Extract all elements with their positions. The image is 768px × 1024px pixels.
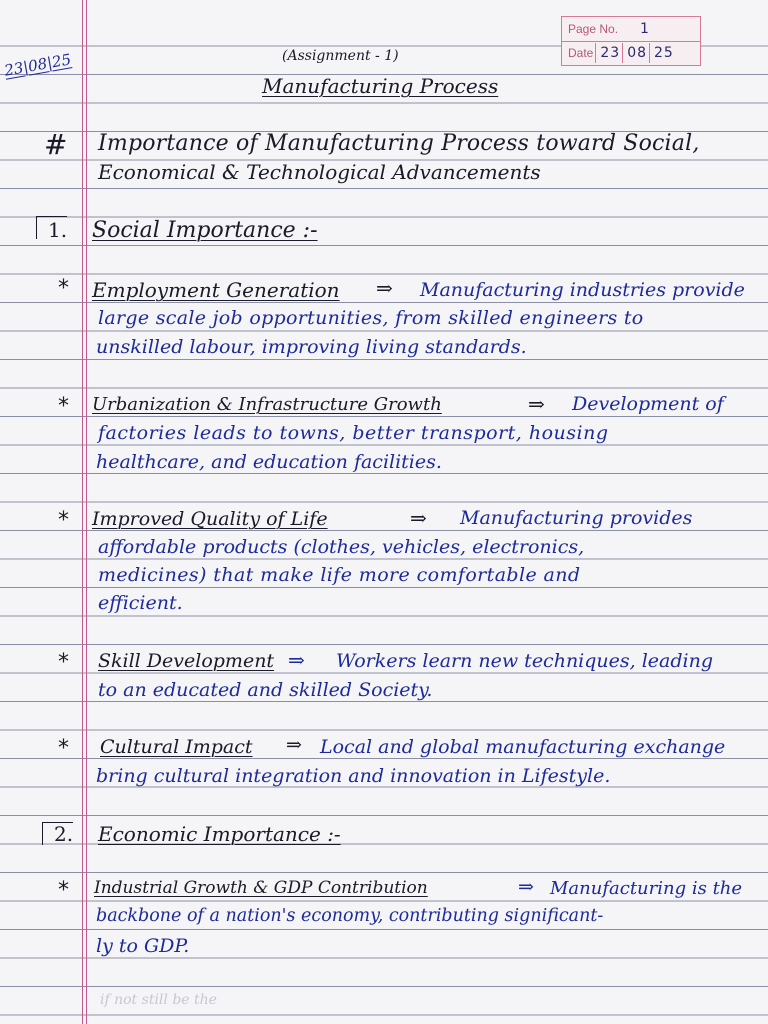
point-text-line: medicines) that make life more comfortable and [98,564,581,586]
point-term: Improved Quality of Life [92,508,328,530]
arrow: ⇒ [410,506,427,530]
point-text-line: Manufacturing industries provide [420,279,745,301]
point-term: Urbanization & Infrastructure Growth [92,394,442,415]
bleed-through-text: if not still be the [100,992,217,1008]
point-term: Industrial Growth & GDP Contribution [94,878,428,898]
page-no-label: Page No. [568,22,619,36]
margin-date: 23|08|25 [2,50,73,80]
page-date-box [561,16,701,66]
point-text-line: Manufacturing is the [550,878,743,899]
point-text-line: Local and global manufacturing exchange [320,736,726,758]
section-number: 1. [48,218,68,242]
point-term: Employment Generation [92,278,340,302]
point-text-line: affordable products (clothes, vehicles, electronics, [98,536,585,558]
bullet-star: * [58,736,69,761]
point-text-line: backbone of a nation's economy, contributing significant- [96,906,604,926]
page-title: Manufacturing Process [262,74,499,98]
bullet-star: * [58,508,69,533]
assignment-label: (Assignment - 1) [282,48,399,64]
arrow: ⇒ [528,392,545,416]
bullet-star: * [58,650,69,675]
arrow: ⇒ [376,276,393,300]
heading-line-2: Economical & Technological Advancements [98,160,541,184]
bullet-star: * [58,878,69,903]
point-text-line: factories leads to towns, better transport, housing [98,422,609,444]
heading-line-1: Importance of Manufacturing Process toward Social, [98,131,700,156]
margin-line [82,0,83,1024]
point-term: Cultural Impact [100,736,253,758]
arrow: ⇒ [518,876,534,898]
bullet-star: * [58,276,69,301]
point-text-line: Development of [572,393,724,415]
point-text-line: healthcare, and education facilities. [96,451,442,473]
point-text-line: bring cultural integration and innovation in Lifestyle. [96,765,611,787]
point-text-line: large scale job opportunities, from skilled engineers to [98,307,644,329]
point-text-line: to an educated and skilled Society. [98,679,433,701]
date-year: 25 [654,45,674,61]
section-title: Economic Importance :- [98,822,341,846]
date-day: 23 [600,45,621,61]
margin-line [86,0,87,1024]
arrow: ⇒ [286,734,302,756]
section-title: Social Importance :- [92,218,318,243]
bullet-star: * [58,394,69,419]
date-month: 08 [627,45,648,61]
point-text-line: ly to GDP. [96,935,190,957]
section-number: 2. [54,822,74,846]
point-term: Skill Development [98,650,275,672]
arrow: ⇒ [288,648,305,672]
date-label: Date [568,46,594,60]
point-text-line: Workers learn new techniques, leading [336,650,714,672]
point-text-line: unskilled labour, improving living standards. [96,336,527,358]
heading-marker: # [44,128,68,161]
point-text-line: Manufacturing provides [460,507,693,529]
point-text-line: efficient. [98,592,183,614]
page-no-value: 1 [640,21,650,37]
